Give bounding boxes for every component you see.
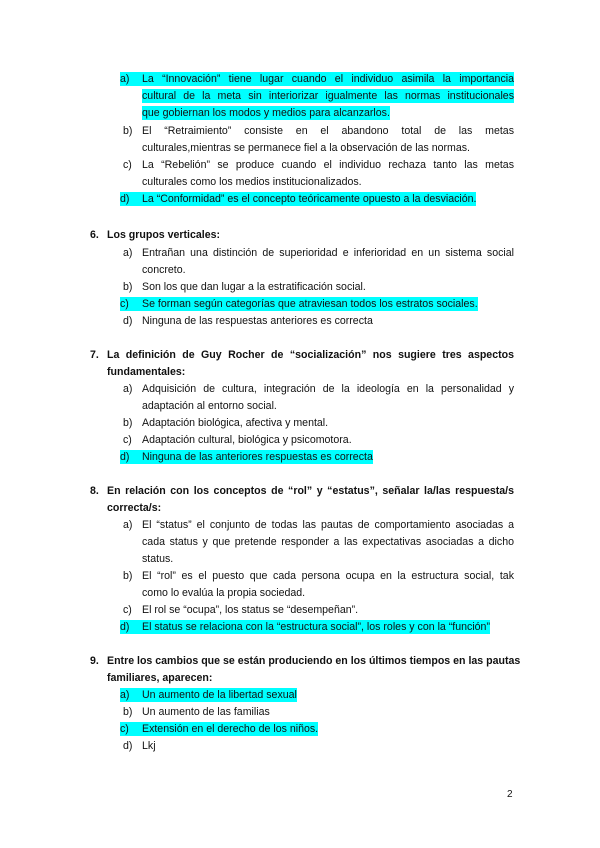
option-label: a) xyxy=(123,247,133,259)
question-number: 8. xyxy=(90,485,99,497)
option-label: c) xyxy=(123,604,132,616)
option-7a-line-2: adaptación al entorno social. xyxy=(142,400,277,412)
option-9a-line-1: Un aumento de la libertad sexual xyxy=(142,689,297,701)
option-5c-line-1: La “Rebelión” se produce cuando el individuo rechaza tanto las metas xyxy=(142,159,514,171)
option-8c-line-1: El rol se “ocupa”, los status se “desempeñan”. xyxy=(142,604,359,616)
option-6a-line-2: concreto. xyxy=(142,264,186,276)
question-number: 6. xyxy=(90,229,99,241)
question-number: 9. xyxy=(90,655,99,667)
question-7-line-2: fundamentales: xyxy=(107,366,186,378)
option-7a-line-1: Adquisición de cultura, integración de la ideología en la personalidad y xyxy=(142,383,514,395)
option-8a-line-1: El “status” el conjunto de todas las pautas de comportamiento asociadas a xyxy=(142,519,514,531)
option-label: b) xyxy=(123,125,133,137)
question-6-text: Los grupos verticales: xyxy=(107,229,221,241)
option-5d-line-1: La “Conformidad” es el concepto teóricamente opuesto a la desviación. xyxy=(142,193,477,205)
question-9-line-2: familiares, aparecen: xyxy=(107,672,213,684)
page-number: 2 xyxy=(507,789,513,800)
option-label: c) xyxy=(120,722,142,736)
option-8b-line-2: como lo evalúa la propia sociedad. xyxy=(142,587,306,599)
option-label: d) xyxy=(120,192,142,206)
option-9d-line-1: Lkj xyxy=(142,740,156,752)
option-label: a) xyxy=(123,519,133,531)
option-label: c) xyxy=(123,159,132,171)
question-8-line-1: En relación con los conceptos de “rol” y “estatus”, señalar la/las respuesta/s xyxy=(107,485,514,497)
option-label: a) xyxy=(120,72,142,86)
option-8d-line-1: El status se relaciona con la “estructura social”, los roles y con la “función” xyxy=(142,621,490,633)
option-label: a) xyxy=(120,688,142,702)
question-number: 7. xyxy=(90,349,99,361)
option-6c-line-1: Se forman según categorías que atraviesan todos los estratos sociales. xyxy=(142,298,478,310)
option-7c-line-1: Adaptación cultural, biológica y psicomotora. xyxy=(142,434,352,446)
option-8a-line-3: status. xyxy=(142,553,174,565)
option-6b-line-1: Son los que dan lugar a la estratificación social. xyxy=(142,281,366,293)
option-label: b) xyxy=(123,706,133,718)
option-8b-line-1: El “rol” es el puesto que cada persona ocupa en la estructura social, tak xyxy=(142,570,514,582)
question-8-line-2: correcta/s: xyxy=(107,502,162,514)
option-9c-line-1: Extensión en el derecho de los niños. xyxy=(142,723,319,735)
option-label: c) xyxy=(123,434,132,446)
option-5b-line-1: El “Retraimiento” consiste en el abandono total de las metas xyxy=(142,125,514,137)
option-label: d) xyxy=(123,315,133,327)
option-9b-line-1: Un aumento de las familias xyxy=(142,706,270,718)
option-label: d) xyxy=(120,450,142,464)
option-5a-line-3: que gobiernan los modos y medios para alcanzarlos. xyxy=(142,107,390,119)
option-label: b) xyxy=(123,281,133,293)
option-label: a) xyxy=(123,383,133,395)
option-label: c) xyxy=(120,297,142,311)
option-7b-line-1: Adaptación biológica, afectiva y mental. xyxy=(142,417,329,429)
option-6a-line-1: Entrañan una distinción de superioridad e inferioridad en un sistema social xyxy=(142,247,514,259)
question-9-line-1: Entre los cambios que se están produciendo en los últimos tiempos en las pautas xyxy=(107,655,521,667)
question-7-line-1: La definición de Guy Rocher de “socialización” nos sugiere tres aspectos xyxy=(107,349,514,361)
option-5b-line-2: culturales,mientras se permanece fiel a la observación de las normas. xyxy=(142,142,470,154)
option-label: d) xyxy=(123,740,133,752)
option-6d-line-1: Ninguna de las respuestas anteriores es correcta xyxy=(142,315,373,327)
option-5a-line-1: La “Innovación” tiene lugar cuando el individuo asimila la importancia xyxy=(142,73,514,85)
option-5a-line-2: cultural de la meta sin interiorizar igualmente las normas institucionales xyxy=(142,90,514,102)
option-7d-line-1: Ninguna de las anteriores respuestas es correcta xyxy=(142,451,373,463)
option-label: d) xyxy=(120,620,142,634)
option-label: b) xyxy=(123,570,133,582)
option-5c-line-2: culturales como los medios institucionalizados. xyxy=(142,176,362,188)
option-label: b) xyxy=(123,417,133,429)
option-8a-line-2: cada status y que pretende responder a las expectativas asociadas a dicho xyxy=(142,536,514,548)
